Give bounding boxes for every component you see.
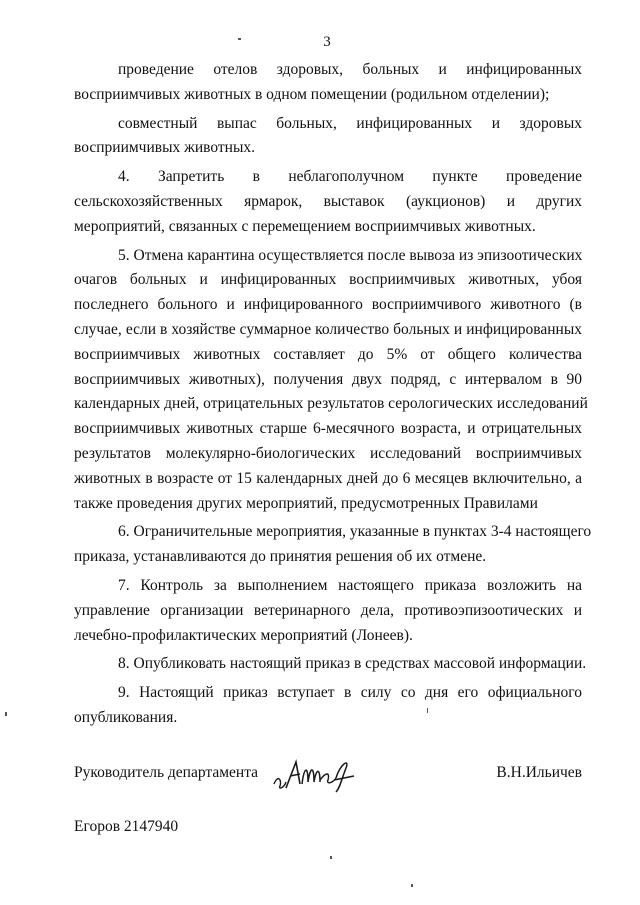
text-line: восприимчивых животных составляет до 5% от общего количества [74,345,582,363]
scan-speck [5,712,7,716]
text-line: сельскохозяйственных ярмарок, выставок (аукционов) и других [74,192,582,210]
signer-title: Руководитель департамента [74,764,259,781]
paragraph [74,244,588,517]
text-line: приказа, устанавливаются до принятия решения об их отмене. [74,548,487,566]
paragraph [74,58,582,108]
text-line: 7. Контроль за выполнением настоящего приказа возложить на [118,576,582,594]
signer-name: В.Н.Ильичев [496,764,582,781]
paragraph [74,574,582,648]
scan-speck [330,856,332,859]
paragraph [74,681,582,731]
page-number: 3 [323,34,331,50]
text-line: совместный выпас больных, инфицированных и здоровых [118,114,582,132]
text-line: управление организации ветеринарного дела, противоэпизоотических и [74,601,582,619]
text-line: восприимчивых животных), получения двух подряд, с интервалом в 90 [74,370,582,388]
text-line: лечебно-профилактических мероприятий (Лонеев). [74,626,413,644]
scan-speck [411,884,413,887]
text-line: 5. Отмена карантина осуществляется после вывоза из эпизоотических [118,246,583,264]
text-line: последнего больного и инфицированного восприимчивого животного (в [74,296,582,314]
text-line: также проведения других мероприятий, предусмотренных Правилами [74,494,538,512]
text-line: восприимчивых животных. [74,139,255,157]
text-line: очагов больных и инфицированных восприимчивых животных, убоя [74,271,582,289]
text-line: 4. Запретить в неблагополучном пункте проведение [118,168,582,186]
scan-speck [238,38,241,40]
text-line: 9. Настоящий приказ вступает в силу со дня его официального [118,684,582,702]
text-line: результатов молекулярно-биологических исследований восприимчивых [74,444,582,462]
scan-speck [427,708,428,713]
paragraph [74,112,582,162]
text-line: случае, если в хозяйстве суммарное количество больных и инфицированных [74,320,582,338]
text-line: опубликования. [74,708,178,726]
text-line: 6. Ограничительные мероприятия, указанные в пунктах 3-4 настоящего [118,523,592,541]
executor-contact: Егоров 2147940 [74,818,179,835]
paragraph [74,520,592,570]
text-line: восприимчивых животных старше 6-месячного возраста, и отрицательных [74,420,582,438]
signature-block [74,760,582,790]
text-line: животных в возрасте от 15 календарных дней до 6 месяцев включительно, а [74,469,582,487]
paragraph [74,165,582,239]
document-body [74,58,592,731]
text-line: 8. Опубликовать настоящий приказ в средствах массовой информации. [118,655,587,673]
handwritten-signature [270,754,360,794]
paragraph [74,652,587,677]
text-line: календарных дней, отрицательных результатов серологических исследований [74,395,588,413]
text-line: проведение отелов здоровых, больных и инфицированных [118,61,582,78]
text-line: восприимчивых животных в одном помещении (родильном отделении); [74,85,550,103]
text-line: мероприятий, связанных с перемещением восприимчивых животных. [74,217,536,235]
